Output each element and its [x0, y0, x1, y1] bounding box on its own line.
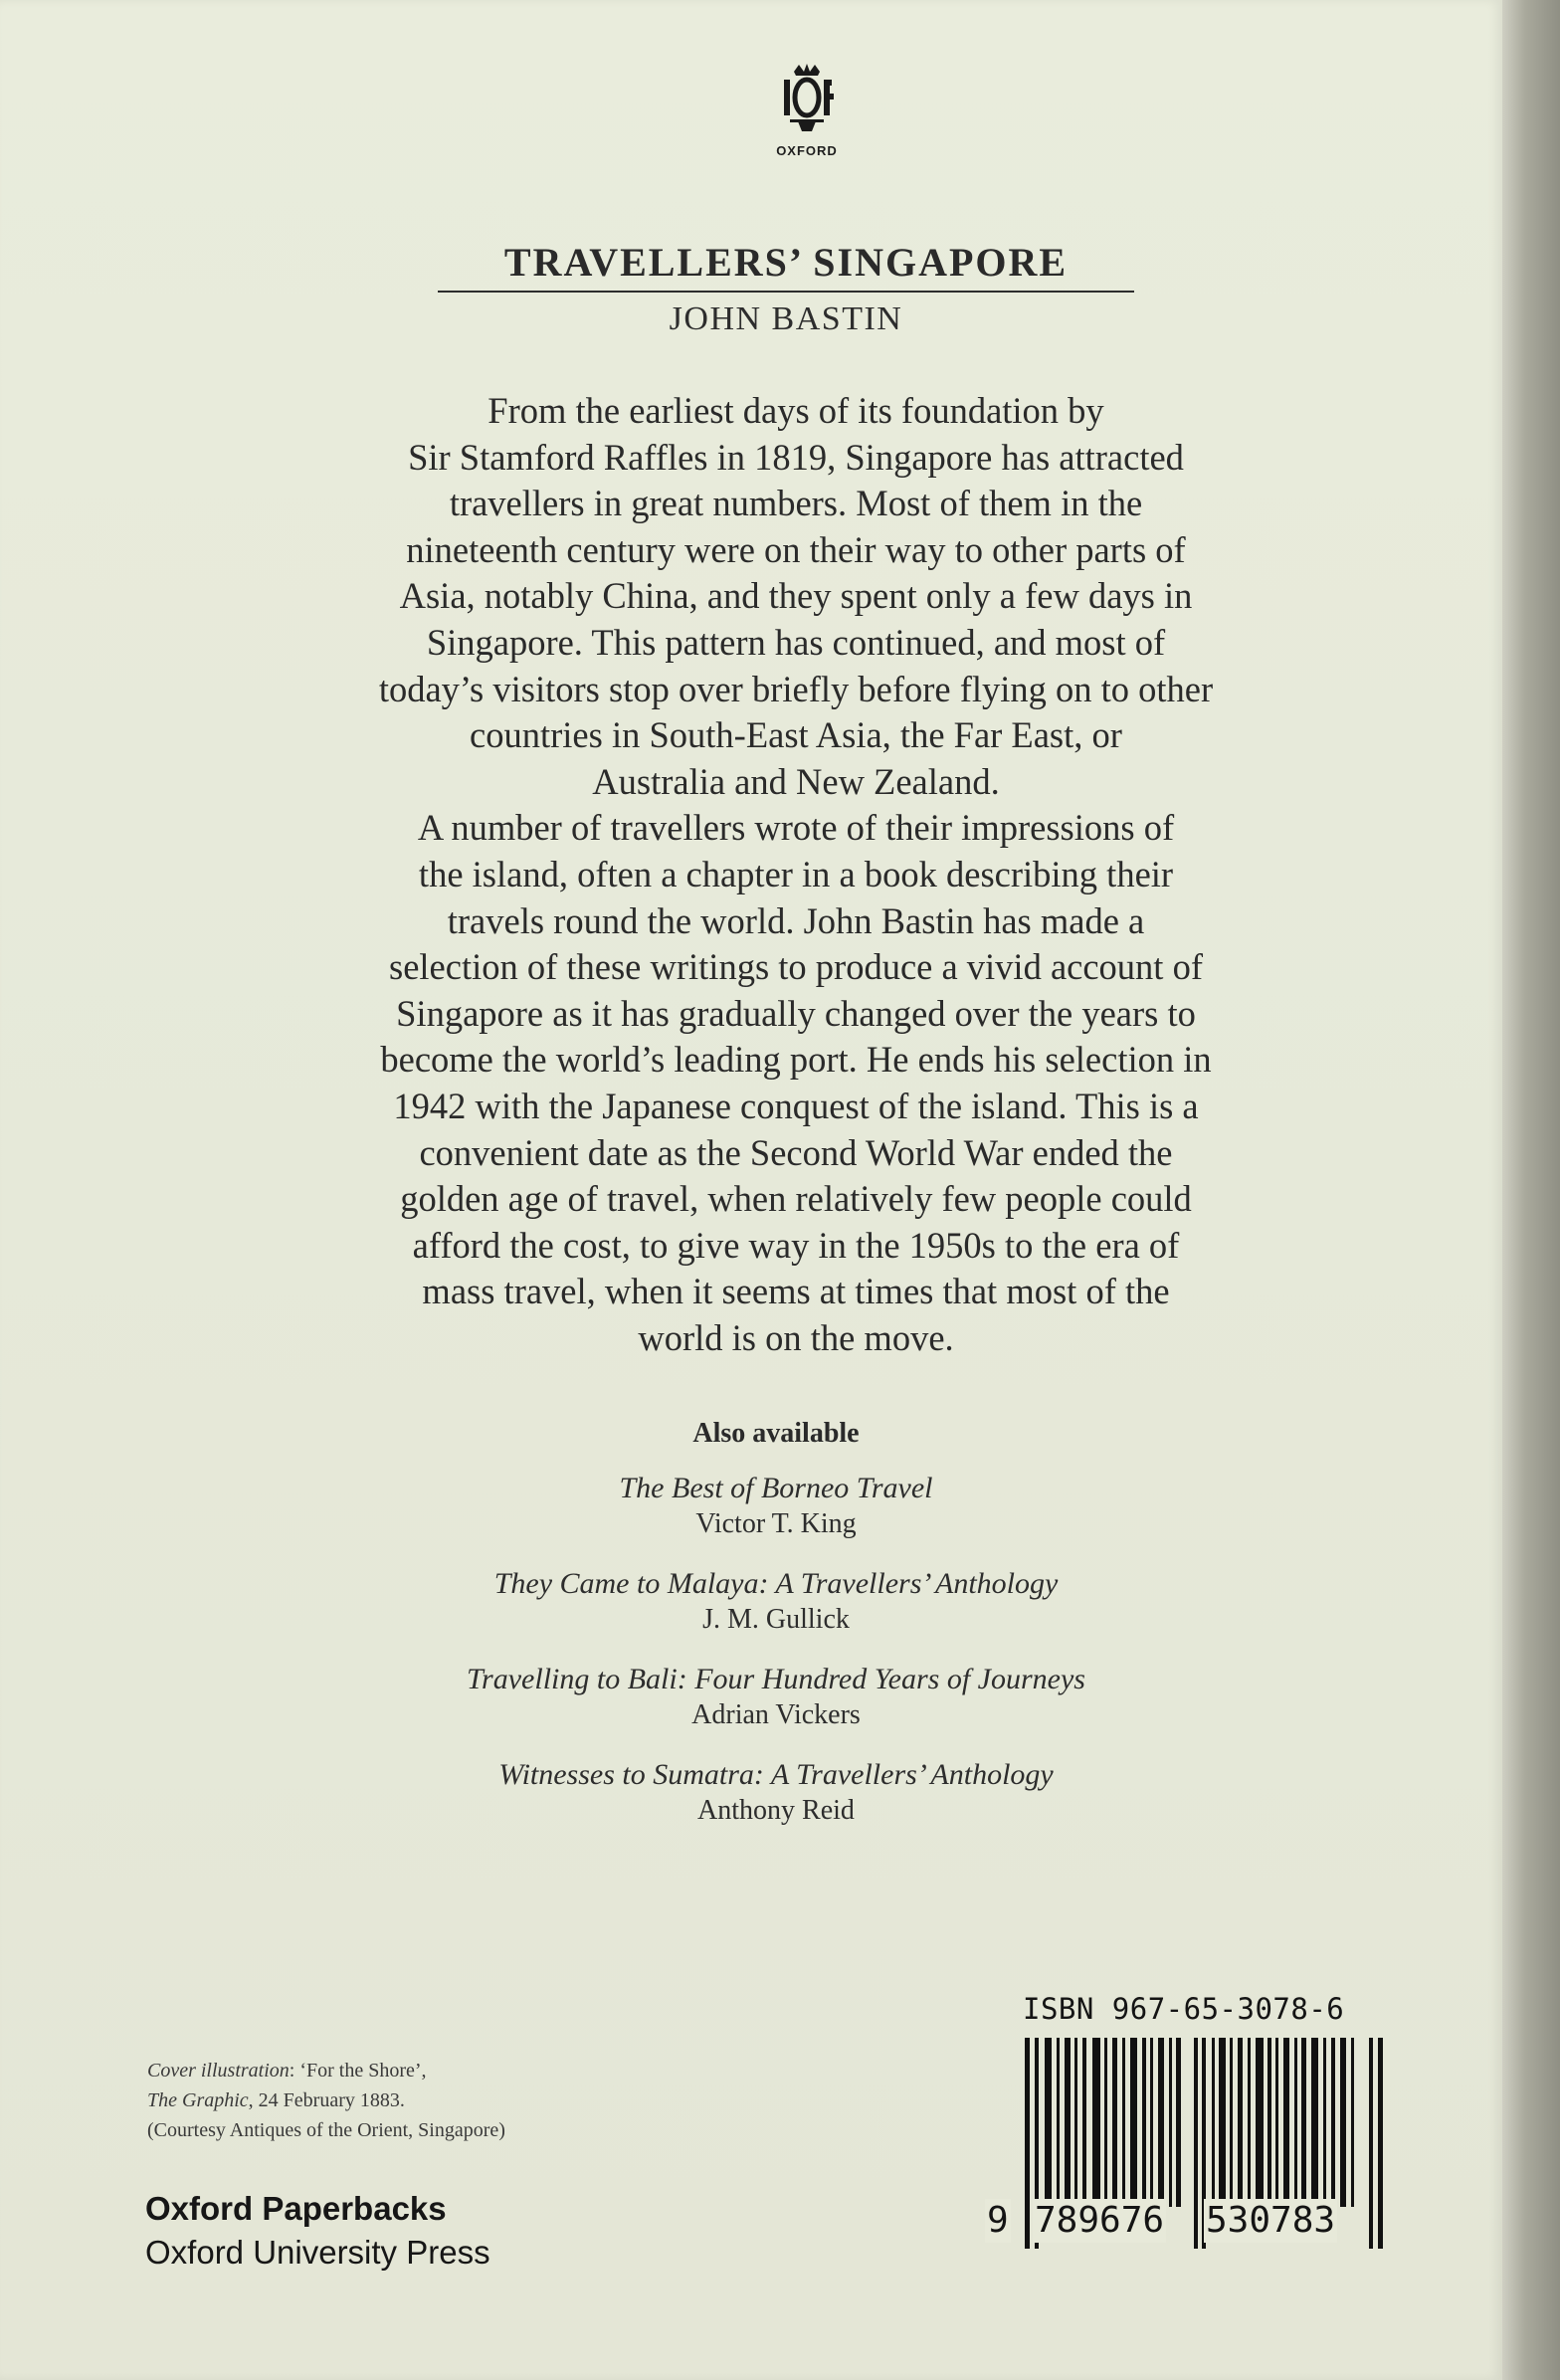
credit-label: Cover illustration	[147, 2060, 290, 2082]
related-book-author: Adrian Vickers	[691, 1699, 861, 1730]
related-book-author: J. M. Gullick	[702, 1604, 850, 1635]
blurb-line: become the world’s leading port. He ends his selection in	[380, 1039, 1212, 1081]
also-available-item	[328, 1757, 1224, 1853]
cover-credit	[147, 2056, 744, 2145]
blurb-line: nineteenth century were on their way to other parts of	[406, 528, 1186, 570]
also-available-list	[328, 1471, 1224, 1853]
credit-caption: : ‘For the Shore’,	[289, 2060, 427, 2082]
logo-wordmark: OXFORD	[776, 143, 838, 158]
blurb-line: Singapore. This pattern has continued, and most of	[426, 621, 1166, 663]
book-edge	[1502, 0, 1560, 2380]
barcode-digit-prefix: 9	[987, 2200, 1009, 2241]
blurb-line: Sir Stamford Raffles in 1819, Singapore has attracted	[408, 436, 1184, 478]
blurb-line: Australia and New Zealand.	[592, 760, 1000, 802]
title-rule	[438, 291, 1134, 293]
also-available-item	[328, 1471, 1224, 1566]
blurb-line: convenient date as the Second World War ended the	[419, 1131, 1173, 1173]
blurb-line: 1942 with the Japanese conquest of the island. This is a	[393, 1085, 1199, 1126]
blurb-line: golden age of travel, when relatively few people could	[400, 1178, 1192, 1220]
isbn: ISBN 967-65-3078-6	[1023, 1992, 1345, 2026]
oxford-crest-icon	[772, 62, 842, 141]
related-book-title: Witnesses to Sumatra: A Travellers’ Anthology	[498, 1758, 1054, 1791]
credit-source: The Graphic	[147, 2089, 249, 2111]
barcode-digits-right: 530783	[1206, 2200, 1336, 2241]
imprint	[145, 2187, 742, 2275]
book-author: JOHN BASTIN	[669, 300, 903, 337]
blurb-line: From the earliest days of its foundation by	[488, 390, 1104, 431]
series-name: Oxford Paperbacks	[145, 2190, 447, 2227]
also-available-item	[328, 1566, 1224, 1662]
blurb-line: Singapore as it has gradually changed over the years to	[396, 992, 1196, 1034]
related-book-title: They Came to Malaya: A Travellers’ Anthology	[493, 1567, 1059, 1600]
barcode-digits	[985, 2199, 1403, 2245]
related-book-title: Travelling to Bali: Four Hundred Years of Journeys	[467, 1663, 1085, 1695]
book-title: TRAVELLERS’ SINGAPORE	[503, 240, 1069, 285]
credit-line	[147, 2085, 744, 2115]
also-available-item	[328, 1662, 1224, 1757]
publisher-name: Oxford University Press	[145, 2234, 490, 2271]
credit-line	[147, 2056, 744, 2085]
also-available-heading: Also available	[692, 1418, 860, 1449]
blurb-line: A number of travellers wrote of their impressions of	[417, 807, 1175, 849]
blurb-line: mass travel, when it seems at times that most of the	[422, 1271, 1170, 1312]
blurb-line: afford the cost, to give way in the 1950s to the era of	[412, 1224, 1180, 1266]
credit-courtesy: (Courtesy Antiques of the Orient, Singapore)	[147, 2119, 505, 2141]
blurb-line: today’s visitors stop over briefly before flying on to other	[378, 668, 1214, 709]
barcode-digits-left: 789676	[1035, 2200, 1165, 2241]
blurb-line: countries in South-East Asia, the Far East, or	[470, 714, 1122, 756]
blurb-line: world is on the move.	[638, 1316, 954, 1358]
publisher-logo	[752, 62, 862, 158]
related-book-title: The Best of Borneo Travel	[619, 1472, 933, 1504]
credit-date: , 24 February 1883.	[248, 2089, 405, 2111]
blurb-line: travels round the world. John Bastin has made a	[447, 899, 1145, 941]
blurb-line: selection of these writings to produce a vivid account of	[389, 946, 1203, 988]
blurb-line: Asia, notably China, and they spent only a few days in	[399, 575, 1193, 617]
related-book-author: Victor T. King	[695, 1508, 857, 1539]
blurb-line: travellers in great numbers. Most of them in the	[449, 483, 1143, 524]
blurb	[199, 388, 1393, 1361]
related-book-author: Anthony Reid	[697, 1795, 855, 1826]
blurb-line: the island, often a chapter in a book describing their	[418, 853, 1174, 894]
